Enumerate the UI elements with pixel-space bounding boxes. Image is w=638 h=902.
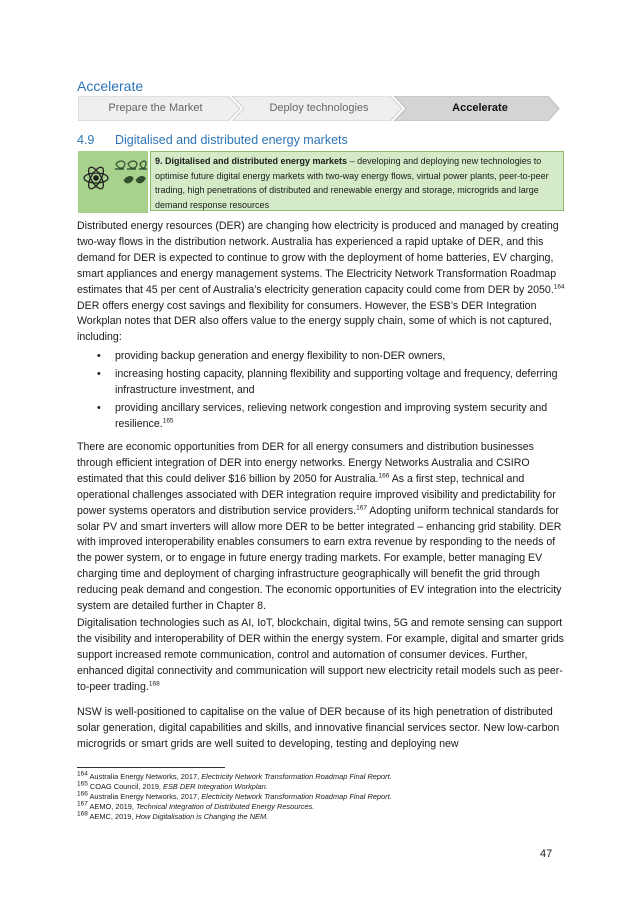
footnote [77,770,557,782]
section-heading [77,133,348,147]
callout-text [150,151,564,211]
footnote [77,810,557,822]
para3-text-a: Digitalisation technologies such as AI, IoT, blockchain, digital twins, 5G and remote sensing can support the visibility and interoperability of DER within the energy system. For example, digital and smarter grids support increased remote communication, control and automation of consumer devices. Further, enhanced digital connectivity and communication will support new electricity retail models such as peer-to-peer trading. [77,617,564,693]
footnote-text: Australia Energy Networks, 2017, [87,772,202,781]
footnote [77,780,557,792]
paragraph-nsw [77,705,565,753]
bullet-text: increasing hosting capacity, planning flexibility and supporting voltage and frequency, deferring infrastructure investment, and [115,367,558,396]
stage-deploy-technologies: Deploy technologies [269,102,369,114]
footnote-number: 168 [77,810,88,818]
list-item: • providing ancillary services, relieving network congestion and improving system security and resilience.$^{165}$ [97,401,548,430]
footnote-number: 167 [77,800,88,808]
heading-number: 4.9 [77,133,95,147]
stage-accelerate: Accelerate [452,102,508,114]
footnote-title: Electricity Network Transformation Roadmap Final Report. [201,772,392,781]
paragraph-digitalisation [77,616,565,696]
para1-text-b: DER offers energy cost savings and flexibility for consumers. However, the ESB’s DER Integration Workplan notes that DER also offers value to the energy supply chain, some of which is not captured, including: [77,299,552,344]
footnote-ref-167: 167 [356,504,367,512]
footnote-title: ESB DER Integration Workplan. [163,782,268,791]
footnote-ref-166: 166 [378,472,390,480]
footnote-text: COAG Council, 2019, [87,782,164,791]
para2-text-a: There are economic opportunities from DER for all energy consumers and distribution businesses through efficient integration of DER into energy networks. Energy Networks Australia and CSIRO estimated that this could deliver $16 billion by 2050 for Australia. [77,441,534,485]
section-title: Accelerate [77,78,144,94]
footnote-title: Technical Integration of Distributed Energy Resources. [135,802,315,811]
footnote-title: Electricity Network Transformation Roadmap Final Report. [201,792,392,801]
list-item: • providing backup generation and energy flexibility to non-DER owners, [97,350,446,362]
callout [78,151,566,213]
list-item: • increasing hosting capacity, planning flexibility and supporting voltage and frequency, deferring infrastructure investment, and [97,367,558,396]
para1-text-a: Distributed energy resources (DER) are changing how electricity is produced and managed by creating two-way flows in the distribution network. Australia has experienced a rapid uptake of DER, and this demand for DER is expected to continue to grow with the deployment of home batteries, EV charging, smart appliances and energy management systems. The Electricity Network Transformation Roadmap estimates that 45 per cent of Australia’s electricity generation capacity could come from DER by 2050. [77,220,559,296]
bullet-text: providing backup generation and energy flexibility to non-DER owners, [115,350,446,362]
footnote-text: Australia Energy Networks, 2017, [87,792,202,801]
callout-bold: 9. Digitalised and distributed energy markets [155,156,348,166]
footnote-text: AEMO, 2019, [87,802,136,811]
para4-text: NSW is well-positioned to capitalise on the value of DER because of its high penetration of distributed solar generation, digital capabilities and skills, and innovative financial services sector. New low-carbon microgrids or smart grids are well suited to developing, testing and deploying new [77,706,560,750]
callout-body: – developing and deploying new technologies to optimise future digital energy markets with two-way energy flows, virtual power plants, peer-to-peer trading, high penetrations of distributed and renewable energy and storage, microgrids and large demand response resources [155,156,549,210]
footnote-ref-164: 164 [553,283,565,291]
paragraph-economic-opportunities [77,440,565,615]
footnote-ref-168: 168 [148,680,160,688]
footnote [77,790,557,802]
callout-icon-panel [78,151,148,213]
stage-prepare-market: Prepare the Market [108,102,203,114]
footnote-number: 166 [77,790,88,798]
footnote-ref-165: 165 [162,417,174,425]
footnote-text: AEMC, 2019, [87,812,136,821]
footnote-title: How Digitalisation is Changing the NEM. [135,812,269,821]
footnote [77,800,557,812]
heading-title: Digitalised and distributed energy markets [115,133,348,147]
stage-progress [78,96,560,121]
page-number: 47 [540,848,553,860]
bullet-list [77,349,565,433]
footnote-number: 165 [77,780,88,788]
atom-icon [78,151,148,213]
footnote-divider [77,767,225,768]
para2-text-c: Adopting uniform technical standards for solar PV and smart inverters will allow more DER to be better integrated – enhancing grid stability. DER with improved interoperability enables consumers to earn extra revenue by responding to the needs of the power system, or to engage in future energy trading markets. For example, better managing EV charging time and deployment of charging infrastructure geographically will benefit the grid through reducing peak demand and congestion. The economic opportunities of EV integration into the electricity system are detailed further in Chapter 8. [77,504,562,613]
leaf-icon [115,161,147,183]
bullet-text: providing ancillary services, relieving network congestion and improving system security and resilience. [115,401,548,430]
paragraph-der-intro [77,219,565,346]
footnote-number: 164 [77,770,88,778]
para2-text-b: As a first step, technical and operational challenges associated with DER integration require improved visibility and predictability for power systems operators and distribution service providers. [77,472,556,517]
